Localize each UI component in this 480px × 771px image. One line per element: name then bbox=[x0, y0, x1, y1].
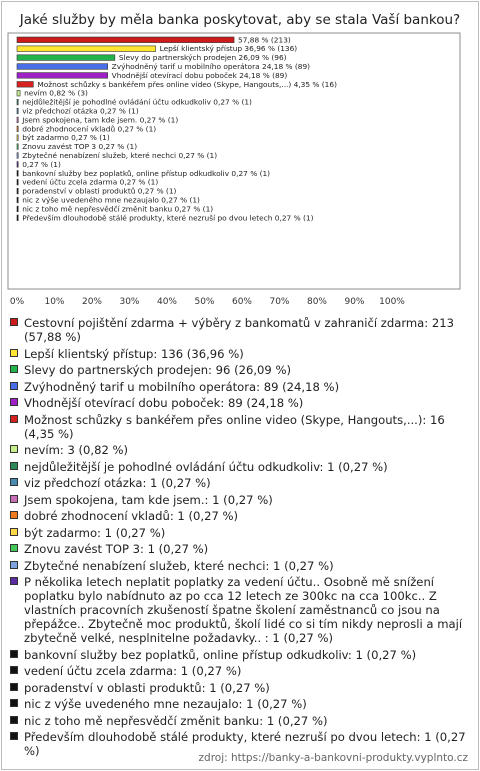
legend-label: viz předchozí otázka: 1 (0,27 %) bbox=[24, 476, 211, 490]
legend-item bbox=[10, 443, 472, 457]
bar-label: Vhodnější otevírací dobu poboček 24,18 % (89) bbox=[111, 70, 288, 80]
bar-label: Především dlouhodobě stálé produkty, které nezruší po dvou letech 0,27 % (1) bbox=[22, 213, 314, 223]
x-tick-label: 100% bbox=[379, 297, 405, 307]
bar-label: být zadarmo 0,27 % (1) bbox=[22, 133, 110, 143]
chart-legend bbox=[10, 316, 472, 761]
legend-item bbox=[10, 559, 472, 573]
legend-label: Zvýhodněný tarif u mobilního operátora: 89 (24,18 %) bbox=[24, 379, 340, 394]
legend-label: Slevy do partnerských prodejen: 96 (26,09 %) bbox=[24, 363, 292, 377]
legend-label: vedení účtu zcela zdarma: 1 (0,27 %) bbox=[24, 664, 242, 678]
legend-label: Možnost schůzky s bankéřem přes online video (Skype, Hangouts,...): 16 (4,35 %) bbox=[24, 412, 445, 441]
legend-item bbox=[10, 476, 472, 490]
legend-item bbox=[10, 413, 472, 441]
legend-swatch bbox=[10, 716, 18, 724]
legend-swatch bbox=[10, 462, 18, 470]
legend-label: nic z toho mě nepřesvědčí změnit banku: 1 (0,27 %) bbox=[24, 713, 328, 728]
bar bbox=[17, 82, 33, 88]
bar bbox=[17, 64, 108, 70]
bar-label: Možnost schůzky s bankéřem přes online video (Skype, Hangouts,...) 4,35 % (16) bbox=[37, 79, 337, 89]
legend-label: nevím: 3 (0,82 %) bbox=[24, 443, 129, 457]
legend-item bbox=[10, 363, 472, 377]
bar bbox=[17, 206, 18, 212]
legend-item bbox=[10, 460, 472, 474]
legend-item bbox=[10, 664, 472, 678]
bar bbox=[17, 99, 18, 105]
legend-label: nejdůležitější je pohodlné ovládání účtu odkudkoliv: 1 (0,27 %) bbox=[24, 459, 388, 474]
bar bbox=[17, 55, 115, 61]
x-tick-label: 30% bbox=[119, 297, 140, 307]
bar bbox=[17, 90, 20, 96]
bar-label: poradenství v oblasti produktů 0,27 % (1) bbox=[22, 186, 177, 196]
bar bbox=[17, 179, 18, 185]
legend-label: Cestovní pojištění zdarma + výběry z bankomatů v zahraničí zdarma: 213 (57,88 %) bbox=[24, 316, 455, 344]
x-tick-label: 20% bbox=[81, 297, 103, 307]
bar-label: viz předchozí otázka 0,27 % (1) bbox=[22, 106, 139, 116]
bar-label: Lepší klientský přístup 36,96 % (136) bbox=[159, 44, 298, 54]
bar-label: nic z toho mě nepřesvědčí změnit banku 0,27 % (1) bbox=[22, 204, 214, 214]
legend-swatch bbox=[10, 561, 18, 569]
legend-label: poradenství v oblasti produktů: 1 (0,27 %) bbox=[24, 680, 270, 695]
bar-label: 0,27 % (1) bbox=[22, 159, 61, 169]
legend-swatch bbox=[10, 732, 18, 740]
x-tick-label: 40% bbox=[156, 297, 178, 307]
legend-label: bankovní služby bez poplatků, online přístup odkudkoliv: 1 (0,27 %) bbox=[24, 647, 417, 662]
legend-label: P několika letech neplatit poplatky za vedení účtu.. Osobně mě snížení poplatku bylo nabídnuto az po cca 12 letech ze 300kc na cca 100kc.. Z vlastních pracovních zkušeností špatne školení zaměstnanců co jsou na přepážce.. Zbytečně moc produktů, školí lidé co si tím nikdy neprosli a mají zbytečně velké, nesplnitelne požadavky.. : 1 (0,27 %) bbox=[24, 575, 463, 645]
bar-label: Znovu zavést TOP 3 0,27 % (1) bbox=[22, 142, 138, 152]
bar-label: dobré zhodnocení vkladů 0,27 % (1) bbox=[22, 124, 157, 134]
legend-swatch bbox=[10, 544, 18, 552]
legend-label: Znovu zavést TOP 3: 1 (0,27 %) bbox=[24, 542, 209, 556]
bar bbox=[17, 126, 18, 132]
bar bbox=[17, 215, 18, 221]
x-tick-label: 80% bbox=[306, 297, 328, 307]
legend-swatch bbox=[10, 478, 18, 486]
legend-label: být zadarmo: 1 (0,27 %) bbox=[24, 525, 166, 540]
bar bbox=[17, 108, 18, 114]
bar-label: vedení účtu zcela zdarma 0,27 % (1) bbox=[22, 177, 159, 187]
legend-swatch bbox=[10, 415, 18, 423]
legend-swatch bbox=[10, 382, 18, 390]
bar-label: Jsem spokojena, tam kde jsem. 0,27 % (1) bbox=[22, 115, 179, 125]
bar bbox=[17, 171, 18, 177]
legend-swatch bbox=[10, 577, 18, 585]
legend-item bbox=[10, 648, 472, 662]
legend-label: Jsem spokojena, tam kde jsem.: 1 (0,27 %) bbox=[24, 492, 273, 507]
bar bbox=[17, 46, 156, 52]
legend-label: Lepší klientský přístup: 136 (36,96 %) bbox=[24, 346, 244, 361]
bar-label: bankovní služby bez poplatků, online přístup odkudkoliv 0,27 % (1) bbox=[22, 168, 271, 178]
legend-label: dobré zhodnocení vkladů: 1 (0,27 %) bbox=[24, 509, 239, 523]
legend-swatch bbox=[10, 511, 18, 519]
bar-label: 57,88 % (213) bbox=[238, 35, 291, 45]
x-tick-label: 10% bbox=[44, 297, 65, 307]
bar bbox=[17, 162, 18, 168]
legend-swatch bbox=[10, 495, 18, 503]
legend-label: Především dlouhodobě stálé produkty, které nezruší po dvou letech: 1 (0,27 %) bbox=[24, 730, 466, 758]
legend-swatch bbox=[10, 445, 18, 453]
legend-item bbox=[10, 575, 472, 645]
legend-item bbox=[10, 396, 472, 410]
bar-label: Zbytečné nenabízení služeb, které nechci 0,27 % (1) bbox=[22, 151, 218, 160]
bar bbox=[17, 117, 18, 123]
bar-label: nevím 0,82 % (3) bbox=[24, 88, 88, 98]
legend-label: Vhodnější otevírací dobu poboček: 89 (24,18 %) bbox=[24, 396, 304, 410]
x-tick-label: 0% bbox=[9, 297, 25, 307]
legend-item bbox=[10, 714, 472, 728]
legend-label: nic z výše uvedeného mne nezaujalo: 1 (0,27 %) bbox=[24, 697, 307, 711]
bar bbox=[17, 73, 108, 79]
bar-label: Zvýhodněný tarif u mobilního operátora 24,18 % (89) bbox=[111, 62, 311, 71]
x-tick-label: 90% bbox=[344, 297, 365, 307]
bar bbox=[17, 197, 18, 203]
legend-item bbox=[10, 493, 472, 507]
legend-swatch bbox=[10, 683, 18, 691]
bar bbox=[17, 144, 18, 150]
bar-label: Slevy do partnerských prodejen 26,09 % (96) bbox=[118, 53, 287, 63]
legend-item bbox=[10, 681, 472, 695]
bar bbox=[17, 188, 18, 194]
legend-item bbox=[10, 542, 472, 556]
legend-swatch bbox=[10, 650, 18, 658]
x-tick-label: 50% bbox=[194, 297, 215, 307]
legend-swatch bbox=[10, 666, 18, 674]
bar-label: nejdůležitější je pohodlné ovládání účtu odkudkoliv 0,27 % (1) bbox=[22, 97, 252, 107]
x-tick-label: 70% bbox=[269, 297, 290, 307]
legend-swatch bbox=[10, 318, 18, 326]
legend-swatch bbox=[10, 365, 18, 373]
bar-chart bbox=[2, 2, 478, 312]
bar bbox=[17, 153, 18, 159]
legend-item bbox=[10, 380, 472, 394]
legend-swatch bbox=[10, 528, 18, 536]
legend-swatch bbox=[10, 349, 18, 357]
legend-swatch bbox=[10, 699, 18, 707]
x-tick-label: 60% bbox=[231, 297, 253, 307]
source-note: zdroj: https://banky-a-bankovni-produkty.vyplnto.cz bbox=[198, 752, 468, 764]
chart-frame bbox=[1, 1, 479, 770]
bar bbox=[17, 37, 234, 43]
legend-item bbox=[10, 526, 472, 540]
legend-item bbox=[10, 697, 472, 711]
legend-item bbox=[10, 509, 472, 523]
legend-label: Zbytečné nenabízení služeb, které nechci: 1 (0,27 %) bbox=[24, 558, 334, 573]
bar-label: nic z výše uvedeného mne nezaujalo 0,27 % (1) bbox=[22, 195, 200, 205]
legend-item bbox=[10, 316, 472, 344]
bar bbox=[17, 135, 18, 141]
legend-swatch bbox=[10, 398, 18, 406]
legend-item bbox=[10, 347, 472, 361]
chart-title: Jaké služby by měla banka poskytovat, aby se stala Vaší bankou? bbox=[19, 12, 461, 28]
